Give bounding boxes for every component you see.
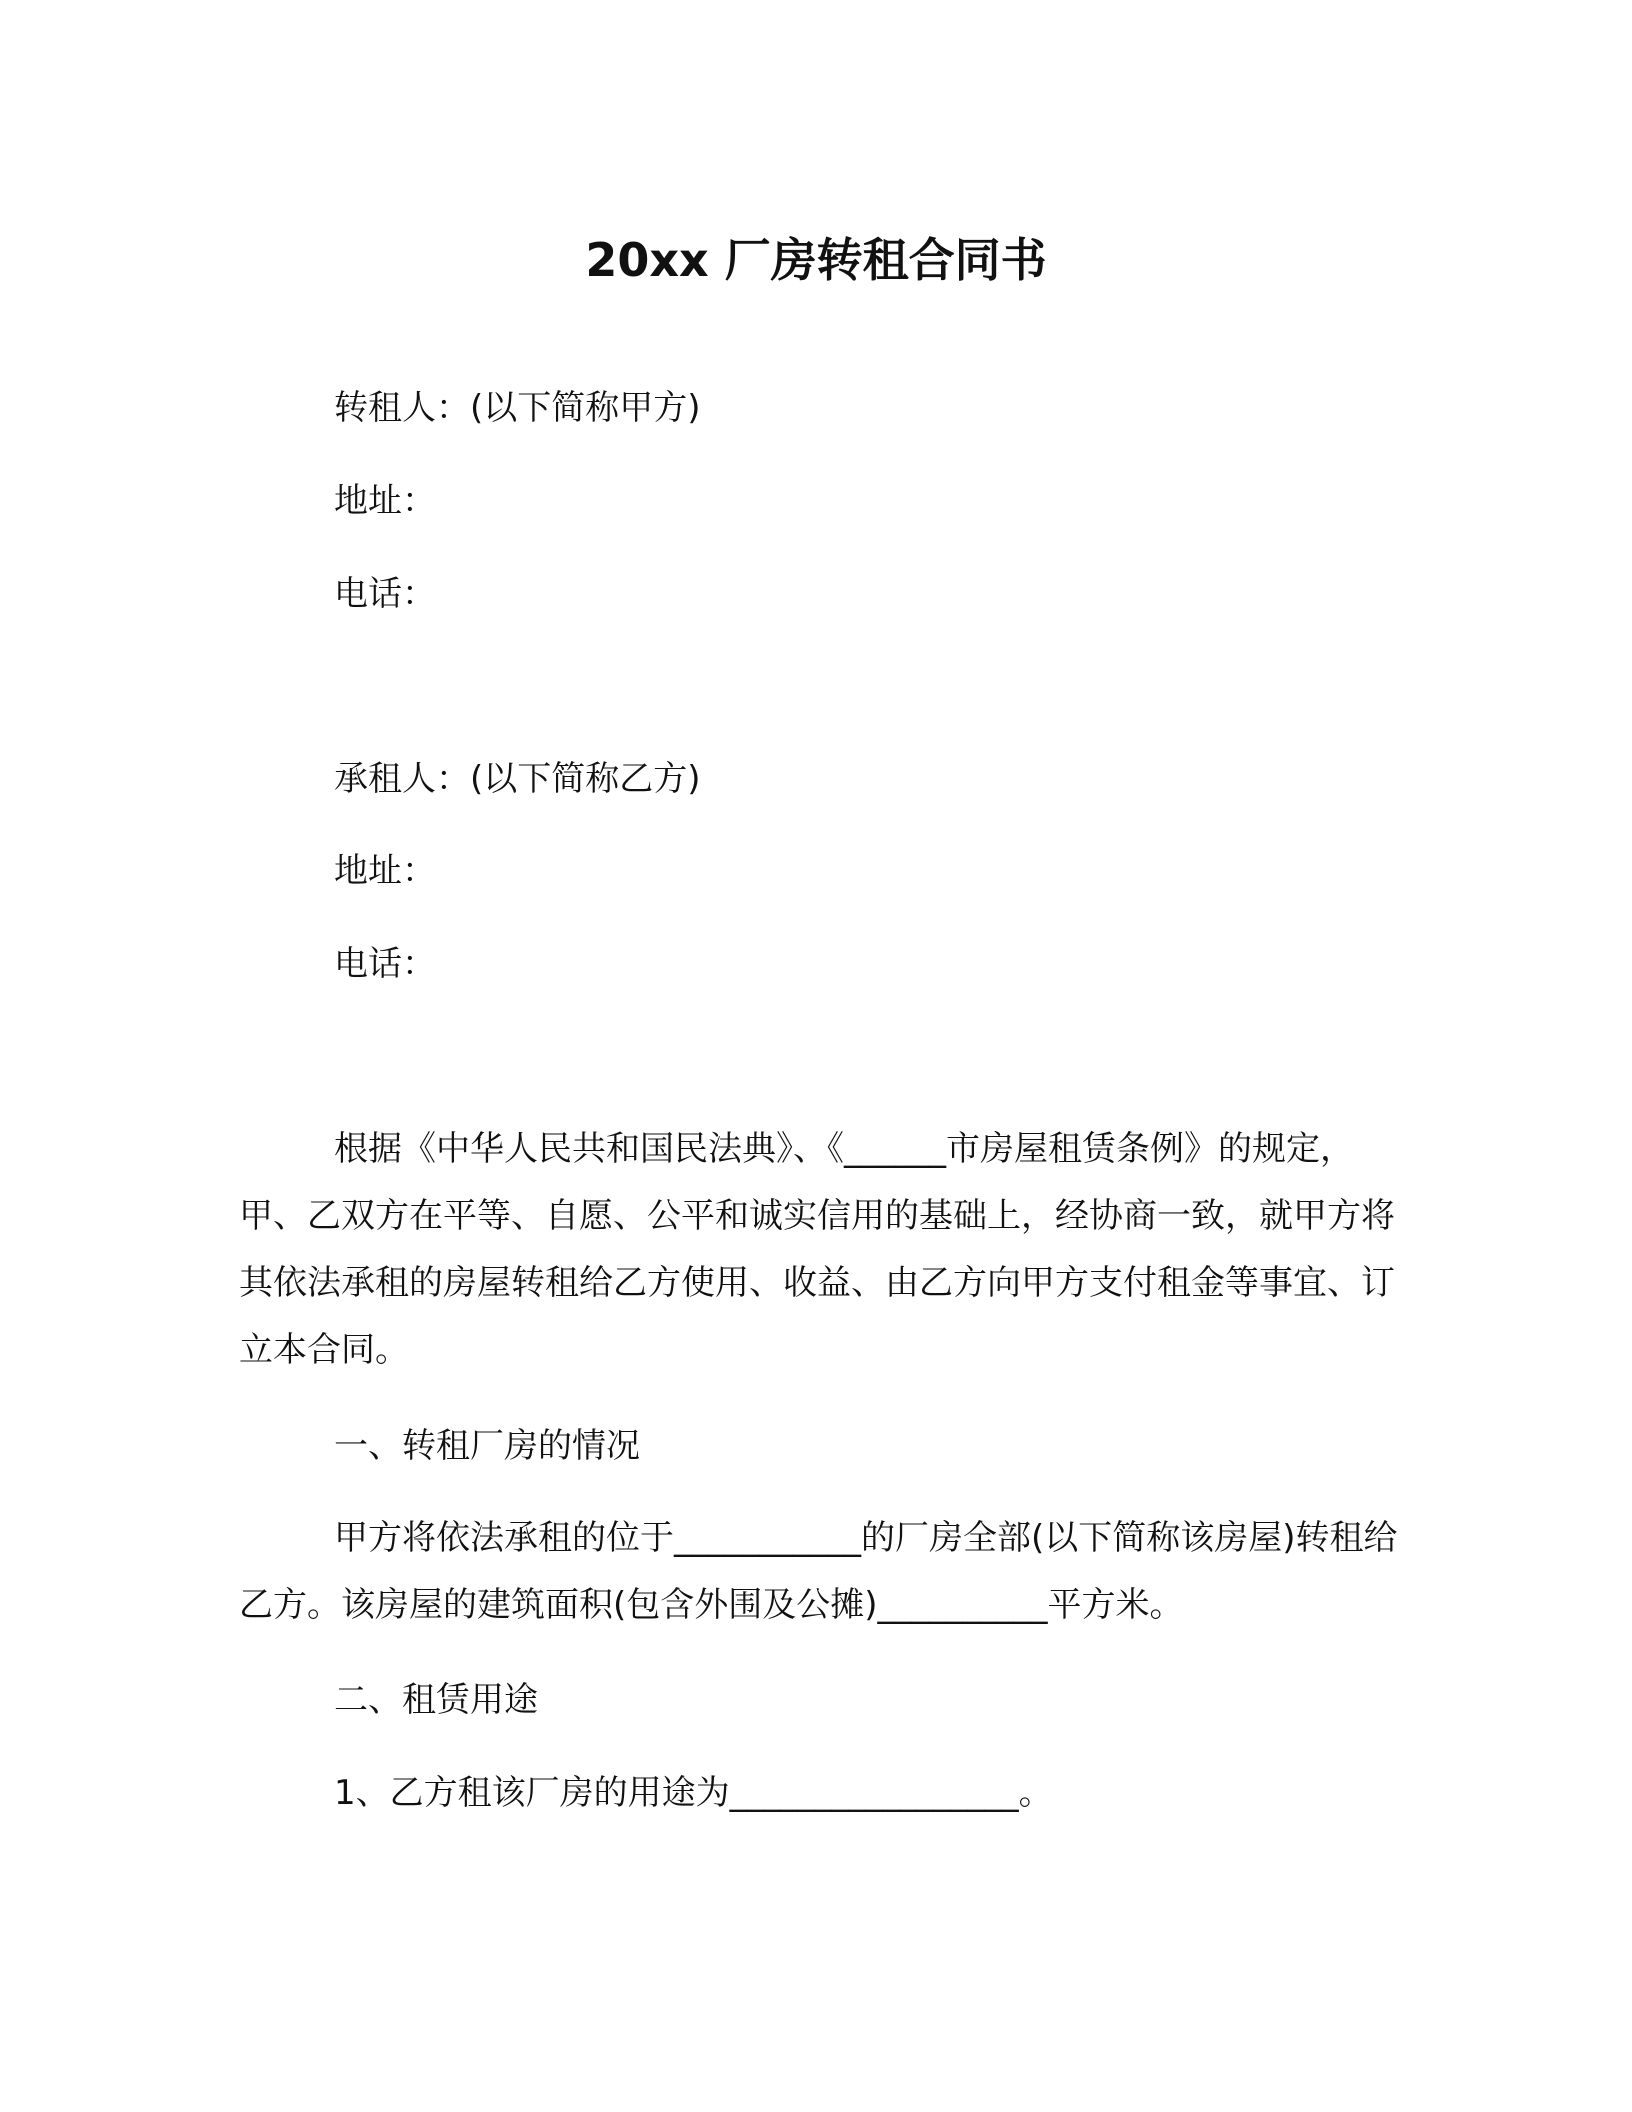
party-b-phone: 电话： [334, 944, 436, 984]
party-a-address: 地址： [334, 481, 436, 521]
document-title: 20xx 厂房转租合同书 [585, 233, 1047, 287]
party-b-address: 地址： [334, 851, 436, 891]
party-a-heading: 转租人：(以下简称甲方) [334, 388, 701, 428]
section-2-item-1: 1、乙方租该厂房的用途为_________________。 [334, 1773, 1053, 1813]
section-1-paragraph [239, 1505, 1399, 1639]
preamble-text: 根据《中华人民共和国民法典》、《______市房屋租赁条例》的规定，甲、乙双方在平等、自愿、公平和诚实信用的基础上，经协商一致，就甲方将其依法承租的房屋转租给乙方使用、收益、由乙方向甲方支付租金等事宜、订立本合同。 [239, 1129, 1395, 1370]
party-b-heading: 承租人：(以下简称乙方) [334, 759, 701, 799]
section-1-heading: 一、转租厂房的情况 [334, 1426, 640, 1466]
party-a-phone: 电话： [334, 574, 436, 614]
section-2-heading: 二、租赁用途 [334, 1680, 538, 1720]
preamble-paragraph [239, 1116, 1399, 1384]
section-1-text: 甲方将依法承租的位于___________的厂房全部(以下简称该房屋)转租给乙方。该房屋的建筑面积(包含外围及公摊)__________平方米。 [239, 1518, 1398, 1625]
